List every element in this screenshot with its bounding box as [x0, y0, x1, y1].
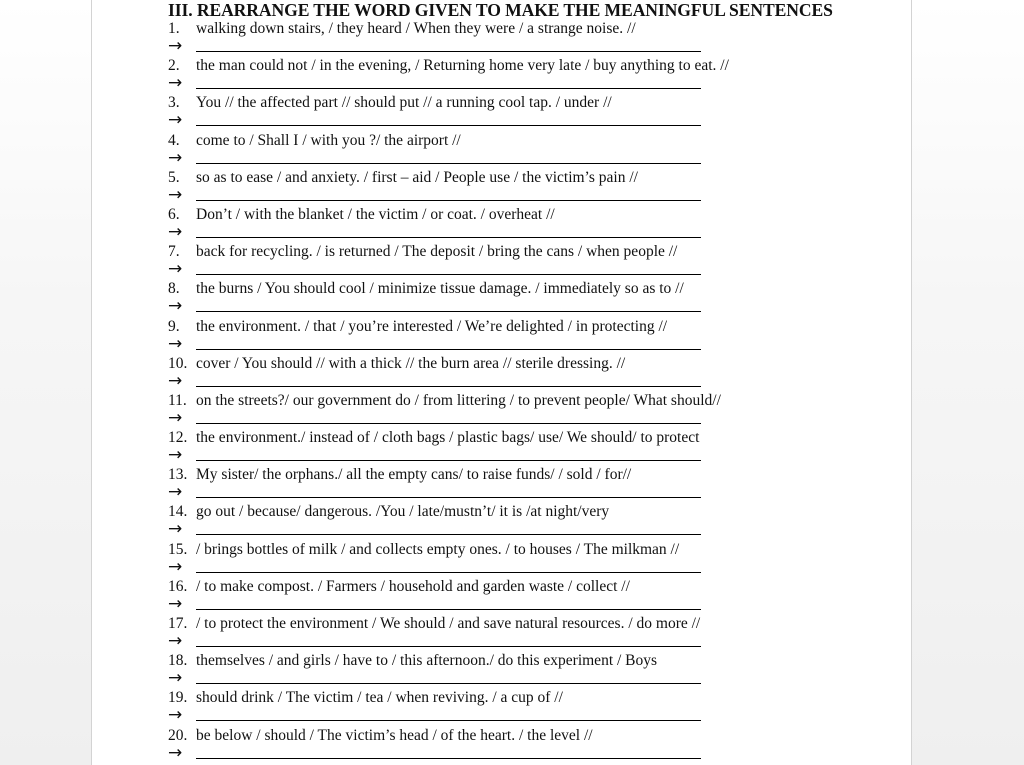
scrambled-words: the man could not / in the evening, / Returning home very late / buy anything to eat. //	[196, 57, 729, 75]
item-number: 12.	[168, 429, 188, 447]
item-number: 6.	[168, 205, 180, 223]
scrambled-words: My sister/ the orphans./ all the empty cans/ to raise funds/ / sold / for//	[196, 466, 632, 484]
scrambled-words: back for recycling. / is returned / The deposit / bring the cans / when people //	[196, 243, 678, 261]
scrambled-words: come to / Shall I / with you ?/ the airport //	[196, 131, 461, 149]
answer-row	[168, 335, 702, 354]
exercise-item	[168, 502, 808, 539]
answer-blank-line[interactable]	[196, 88, 701, 89]
scrambled-words: / to make compost. / Farmers / household and garden waste / collect //	[196, 577, 630, 595]
item-number: 3.	[168, 94, 180, 112]
answer-row	[168, 595, 702, 614]
scrambled-words: walking down stairs, / they heard / When they were / a strange noise. //	[196, 20, 636, 37]
exercise-item	[168, 354, 808, 391]
exercise-item	[168, 428, 808, 465]
answer-blank-line[interactable]	[196, 349, 701, 350]
answer-row	[168, 706, 702, 725]
exercise-item	[168, 540, 808, 577]
exercise-item	[168, 726, 808, 763]
item-number: 14.	[168, 503, 188, 521]
scrambled-words: the environment./ instead of / cloth bags / plastic bags/ use/ We should/ to protect	[196, 429, 700, 447]
item-number: 5.	[168, 168, 180, 186]
scrambled-words: themselves / and girls / have to / this afternoon./ do this experiment / Boys	[196, 652, 658, 670]
answer-row	[168, 483, 702, 502]
answer-blank-line[interactable]	[196, 386, 701, 387]
item-number: 20.	[168, 726, 188, 744]
right-arrow-icon: →	[168, 519, 183, 540]
exercise-item	[168, 317, 808, 354]
item-number: 18.	[168, 652, 188, 670]
right-arrow-icon: →	[168, 705, 183, 726]
answer-blank-line[interactable]	[196, 609, 701, 610]
exercise-item	[168, 131, 808, 168]
answer-row	[168, 297, 702, 316]
right-arrow-icon: →	[168, 110, 183, 131]
scrambled-words: / brings bottles of milk / and collects empty ones. / to houses / The milkman //	[196, 540, 680, 558]
exercise-item	[168, 391, 808, 428]
right-arrow-icon: →	[168, 259, 183, 280]
exercise-item	[168, 205, 808, 242]
answer-row	[168, 111, 702, 130]
item-number: 16.	[168, 577, 188, 595]
section-heading: III. REARRANGE THE WORD GIVEN TO MAKE THE MEANINGFUL SENTENCES	[168, 0, 833, 20]
right-arrow-icon: →	[168, 36, 183, 56]
right-arrow-icon: →	[168, 445, 183, 466]
scrambled-words: cover / You should // with a thick // the burn area // sterile dressing. //	[196, 354, 626, 372]
item-number: 9.	[168, 317, 180, 335]
item-number: 8.	[168, 280, 180, 298]
scrambled-words: / to protect the environment / We should / and save natural resources. / do more //	[196, 615, 701, 632]
right-arrow-icon: →	[168, 407, 183, 428]
item-number: 19.	[168, 689, 188, 707]
item-number: 2.	[168, 57, 180, 75]
scrambled-words: the burns / You should cool / minimize tissue damage. / immediately so as to //	[196, 280, 684, 298]
answer-blank-line[interactable]	[196, 683, 701, 684]
answer-blank-line[interactable]	[196, 200, 701, 201]
answer-blank-line[interactable]	[196, 460, 701, 461]
answer-row	[168, 446, 702, 465]
answer-blank-line[interactable]	[196, 534, 701, 535]
exercise-item	[168, 688, 808, 725]
item-number: 17.	[168, 615, 188, 632]
right-arrow-icon: →	[168, 370, 183, 391]
exercise-item	[168, 651, 808, 688]
right-arrow-icon: →	[168, 742, 183, 763]
exercise-item	[168, 614, 808, 651]
item-number: 11.	[168, 391, 187, 409]
exercise-item	[168, 465, 808, 502]
answer-blank-line[interactable]	[196, 51, 701, 52]
answer-blank-line[interactable]	[196, 274, 701, 275]
right-arrow-icon: →	[168, 221, 183, 242]
answer-blank-line[interactable]	[196, 572, 701, 573]
scrambled-words: You // the affected part // should put // a running cool tap. / under //	[196, 94, 612, 112]
exercise-list	[168, 19, 808, 763]
item-number: 10.	[168, 354, 188, 372]
answer-blank-line[interactable]	[196, 758, 701, 759]
item-number: 13.	[168, 466, 188, 484]
answer-blank-line[interactable]	[196, 125, 701, 126]
exercise-item	[168, 93, 808, 130]
exercise-item	[168, 56, 808, 93]
answer-row	[168, 149, 702, 168]
answer-blank-line[interactable]	[196, 423, 701, 424]
right-arrow-icon: →	[168, 296, 183, 317]
answer-row	[168, 74, 702, 93]
answer-row	[168, 669, 702, 688]
answer-row	[168, 372, 702, 391]
answer-row	[168, 409, 702, 428]
right-arrow-icon: →	[168, 147, 183, 168]
item-number: 7.	[168, 243, 180, 261]
answer-blank-line[interactable]	[196, 311, 701, 312]
answer-row	[168, 186, 702, 205]
exercise-item	[168, 279, 808, 316]
scrambled-words: on the streets?/ our government do / from littering / to prevent people/ What should//	[196, 391, 721, 409]
right-arrow-icon: →	[168, 556, 183, 577]
right-arrow-icon: →	[168, 593, 183, 614]
answer-row	[168, 632, 702, 651]
answer-blank-line[interactable]	[196, 497, 701, 498]
answer-row	[168, 223, 702, 242]
scrambled-words: should drink / The victim / tea / when reviving. / a cup of //	[196, 689, 563, 707]
exercise-item	[168, 19, 808, 56]
answer-blank-line[interactable]	[196, 646, 701, 647]
answer-row	[168, 558, 702, 577]
item-number: 4.	[168, 131, 180, 149]
answer-row	[168, 37, 702, 56]
right-arrow-icon: →	[168, 482, 183, 503]
scrambled-words: Don’t / with the blanket / the victim / or coat. / overheat //	[196, 205, 555, 223]
scrambled-words: go out / because/ dangerous. /You / late/mustn’t/ it is /at night/very	[196, 503, 610, 521]
item-number: 1.	[168, 20, 180, 37]
answer-row	[168, 520, 702, 539]
scrambled-words: be below / should / The victim’s head / of the heart. / the level //	[196, 726, 593, 744]
exercise-item	[168, 168, 808, 205]
right-arrow-icon: →	[168, 184, 183, 205]
answer-blank-line[interactable]	[196, 237, 701, 238]
item-number: 15.	[168, 540, 188, 558]
answer-row	[168, 260, 702, 279]
exercise-item	[168, 242, 808, 279]
right-arrow-icon: →	[168, 631, 183, 651]
right-arrow-icon: →	[168, 73, 183, 94]
answer-blank-line[interactable]	[196, 720, 701, 721]
right-arrow-icon: →	[168, 333, 183, 354]
document-page	[91, 0, 912, 765]
scrambled-words: the environment. / that / you’re interested / We’re delighted / in protecting //	[196, 317, 668, 335]
right-arrow-icon: →	[168, 668, 183, 689]
scrambled-words: so as to ease / and anxiety. / first – aid / People use / the victim’s pain //	[196, 168, 638, 186]
answer-row	[168, 744, 702, 763]
answer-blank-line[interactable]	[196, 163, 701, 164]
exercise-item	[168, 577, 808, 614]
